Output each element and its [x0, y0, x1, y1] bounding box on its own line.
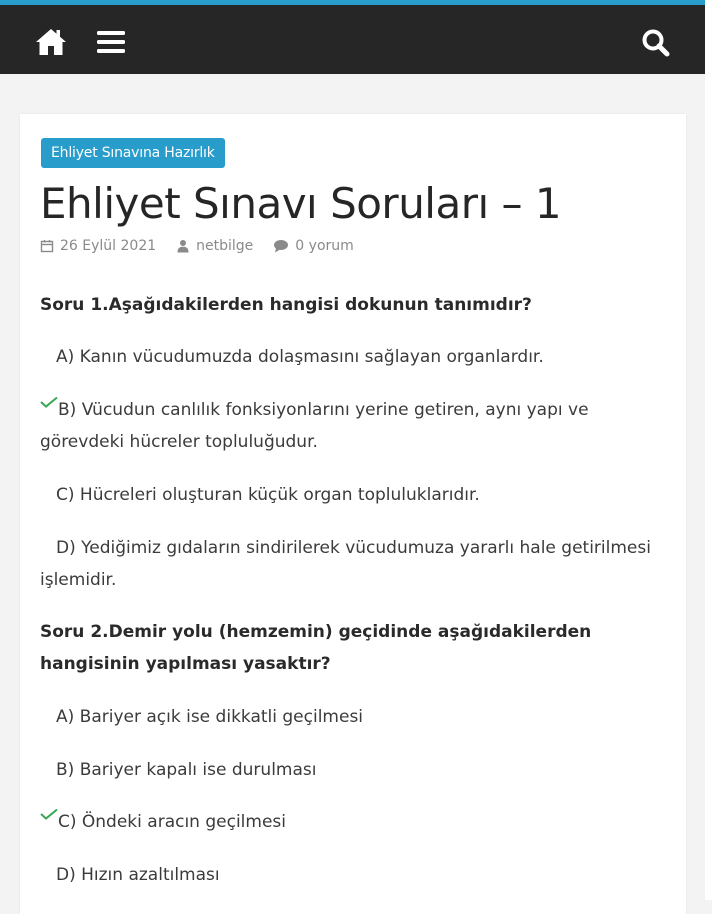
post-comments[interactable] — [273, 236, 353, 256]
home-button[interactable] — [34, 25, 68, 59]
top-navigation-bar — [0, 0, 712, 74]
question-2-option-c — [40, 806, 660, 838]
menu-button[interactable] — [96, 27, 126, 57]
home-icon — [34, 25, 68, 59]
question-1: Soru 1.Aşağıdakilerden hangisi dokunun tanımıdır? — [40, 295, 532, 315]
search-button[interactable] — [640, 27, 672, 59]
check-mark-icon — [40, 396, 58, 408]
post-meta — [40, 236, 374, 256]
option-text: B) Vücudun canlılık fonksiyonlarını yerine getiren, aynı yapı ve görevdeki hücreler topluluğudur. — [40, 400, 589, 452]
question-2-option-b: B) Bariyer kapalı ise durulması — [56, 760, 317, 780]
post-card — [20, 114, 686, 914]
user-icon — [176, 239, 190, 253]
check-mark-icon — [40, 808, 58, 820]
question-1-option-a: A) Kanın vücudumuzda dolaşmasını sağlayan organlardır. — [56, 347, 544, 367]
comment-icon — [273, 239, 289, 253]
page-edge — [705, 0, 712, 900]
hamburger-menu-icon — [96, 27, 126, 57]
post-comments-text: 0 yorum — [295, 238, 354, 254]
question-2-option-d: D) Hızın azaltılması — [56, 865, 220, 885]
post-author-text: netbilge — [196, 238, 254, 254]
post-date-text: 26 Eylül 2021 — [60, 238, 157, 254]
category-tag[interactable]: Ehliyet Sınavına Hazırlık — [41, 138, 225, 168]
search-icon — [640, 27, 672, 59]
question-2-option-a: A) Bariyer açık ise dikkatli geçilmesi — [56, 707, 364, 727]
question-1-option-d: D) Yediğimiz gıdaların sindirilerek vücudumuza yararlı hale getirilmesi işlemidir. — [40, 538, 651, 590]
calendar-icon — [40, 239, 54, 253]
post-date[interactable] — [40, 236, 156, 256]
post-title: Ehliyet Sınavı Soruları – 1 — [40, 179, 562, 228]
option-text: C) Öndeki aracın geçilmesi — [58, 812, 286, 832]
question-1-option-c: C) Hücreleri oluşturan küçük organ topluluklarıdır. — [56, 485, 480, 505]
question-2: Soru 2.Demir yolu (hemzemin) geçidinde aşağıdakilerden hangisinin yapılması yasaktır? — [40, 622, 592, 674]
post-author[interactable] — [176, 236, 253, 256]
question-1-option-b — [40, 394, 660, 458]
